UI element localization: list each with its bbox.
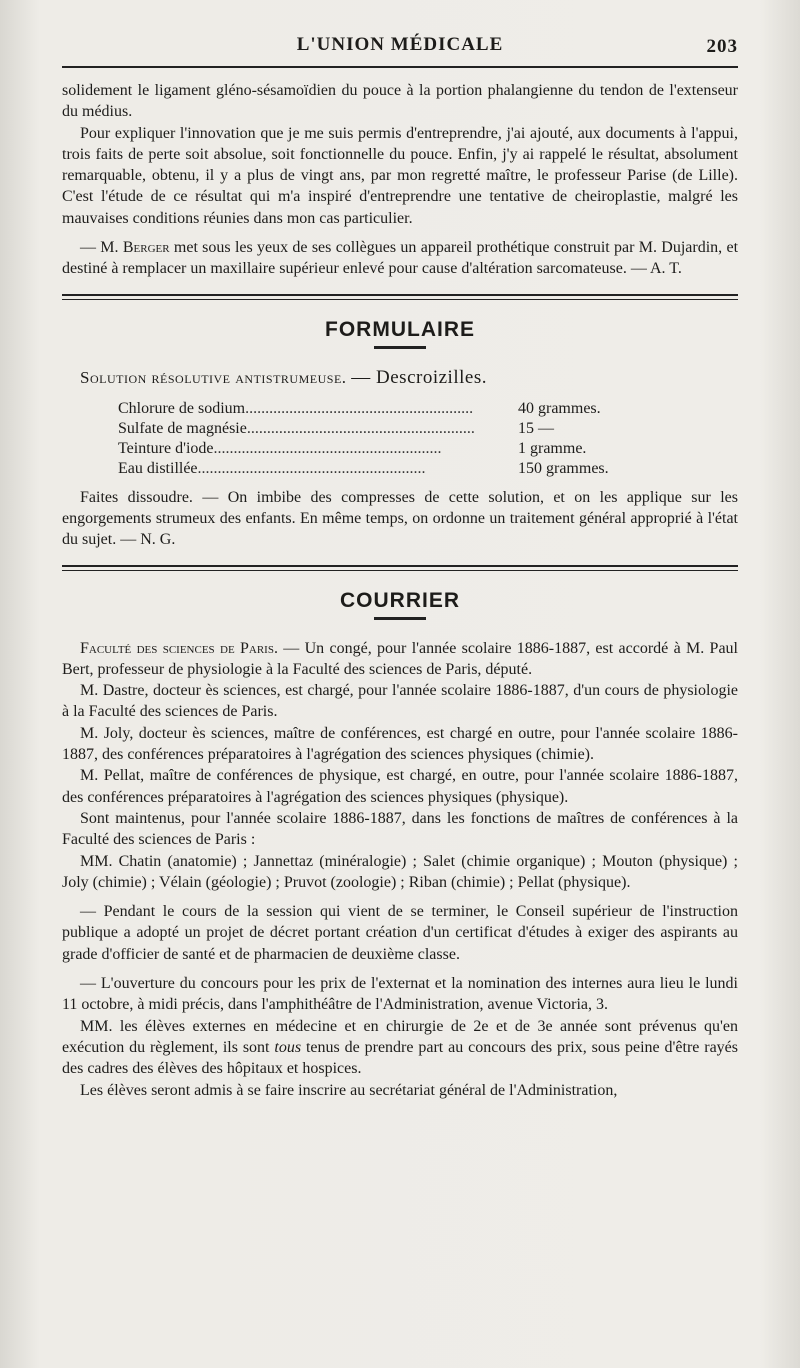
section-title-formulaire: FORMULAIRE xyxy=(325,317,475,341)
paragraph: solidement le ligament gléno-sésamoïdien du pouce à la portion phalangienne du tendon de l'extenseur du médius. xyxy=(62,82,738,121)
journal-title: L'UNION MÉDICALE xyxy=(296,34,504,55)
ingredient-row: Teinture d'iode......................................................... 1 gramme. xyxy=(118,439,674,459)
recipe-author: — Descroizilles. xyxy=(351,366,487,388)
ingredient-row: Sulfate de magnésie......................................................... 15 — xyxy=(118,419,674,439)
person-name: Berger xyxy=(122,239,170,257)
section-divider xyxy=(62,294,738,300)
paragraph: Sont maintenus, pour l'année scolaire 1886-1887, dans les fonctions de maîtres de conférences à la Faculté des sciences de Paris : xyxy=(62,809,738,849)
ingredient-name: Sulfate de magnésie xyxy=(118,419,247,437)
paragraph xyxy=(62,237,738,280)
header-rule xyxy=(62,66,738,68)
paragraph: — L'ouverture du concours pour les prix de l'externat et la nomination des internes aura lieu le lundi 11 octobre, à midi précis, dans l'amphithéâtre de l'Administration, avenue Victoria, 3. xyxy=(62,975,738,1014)
section-label: Faculté des sciences de Paris. xyxy=(80,639,278,657)
dash-prefix: — M. xyxy=(80,239,119,257)
page-number: 203 xyxy=(706,36,738,57)
paragraph-text: met sous les yeux de ses collègues un appareil prothétique construit par M. Dujardin, et destiné à remplacer un maxillaire supérieur enlevé pour cause d'altération sarcomateuse. — A. T. xyxy=(62,239,739,278)
paragraph: M. Dastre, docteur ès sciences, est chargé, pour l'année scolaire 1886-1887, d'un cours de physiologie à la Faculté des sciences de Paris. xyxy=(62,682,738,721)
paragraph: M. Pellat, maître de conférences de physique, est chargé, en outre, pour l'année scolaire 1886-1887, des conférences préparatoires à l'agrégation des sciences physiques (physique). xyxy=(62,767,738,806)
title-underline xyxy=(374,346,426,349)
paragraph xyxy=(62,638,738,681)
paragraph: Pour expliquer l'innovation que je me suis permis d'entreprendre, j'ai ajouté, aux documents à l'appui, trois faits de perte soit absolue, soit fonctionnelle du pouce. Enfin, j'y ai rappelé le résultat, absolument remarquable, obtenu, il y a plus de vingt ans, par mon regretté maître, le professeur Parise (de Lille). C'est l'étude de ce résultat qui m'a inspiré d'entreprendre une tentative de cheiroplastie, malgré les mauvaises conditions réunies dans mon cas particulier. xyxy=(62,124,738,227)
section-divider xyxy=(62,565,738,571)
ingredient-name: Chlorure de sodium xyxy=(118,399,246,417)
recipe-title xyxy=(80,367,738,389)
section-title-courrier: COURRIER xyxy=(339,588,460,612)
paragraph-text: tenus de prendre part au concours des prix, sous peine d'être rayés des cadres des élèves des hôpitaux et hospices. xyxy=(62,1038,739,1078)
ingredient-row: Eau distillée......................................................... 150 grammes. xyxy=(118,459,674,479)
recipe-table xyxy=(118,399,674,479)
ingredient-name: Teinture d'iode xyxy=(118,439,214,457)
title-underline xyxy=(374,617,426,620)
emphasis: tous xyxy=(274,1038,302,1056)
paragraph: M. Joly, docteur ès sciences, maître de conférences, est chargé en outre, pour l'année scolaire 1886-1887, des conférences préparatoires à l'agrégation des sciences physiques (chimie). xyxy=(62,724,738,764)
ingredient-name: Eau distillée xyxy=(118,459,198,477)
paragraph: Les élèves seront admis à se faire inscrire au secrétariat général de l'Administration, xyxy=(80,1081,618,1099)
ingredient-row: Chlorure de sodium......................................................... 40 grammes. xyxy=(118,399,674,419)
paragraph: MM. Chatin (anatomie) ; Jannettaz (minéralogie) ; Salet (chimie organique) ; Mouton (physique) ; Joly (chimie) ; Vélain (géologie) ; Pruvot (zoologie) ; Riban (chimie) ; Pellat (physique). xyxy=(62,852,738,891)
paragraph: Faites dissoudre. — On imbibe des compresses de cette solution, et on les applique sur les engorgements strumeux des enfants. En même temps, on ordonne un traitement général approprié à l'état du sujet. — N. G. xyxy=(62,488,738,549)
paragraph-text: — Un congé, pour l'année scolaire 1886-1887, est accordé à M. Paul Bert, professeur de physiologie à la Faculté des sciences de Paris, député. xyxy=(62,639,739,678)
paragraph xyxy=(62,1016,738,1080)
paragraph-text: MM. les élèves externes en médecine et en chirurgie de 2e et de 3e année sont prévenus qu'en exécution du règlement, ils sont xyxy=(62,1017,738,1056)
running-header xyxy=(62,34,738,60)
paragraph: — Pendant le cours de la session qui vient de se terminer, le Conseil supérieur de l'instruction publique a adopté un projet de décret portant création d'un certificat d'études à exiger des aspirants au grade d'officier de santé et de pharmacien de deuxième classe. xyxy=(62,903,738,963)
recipe-name: Solution résolutive antistrumeuse. xyxy=(80,367,347,387)
ingredient-qty: 1 gramme. xyxy=(518,439,587,457)
ingredient-qty: 40 grammes. xyxy=(518,399,601,417)
ingredient-qty: 150 grammes. xyxy=(518,459,609,477)
ingredient-qty: 15 — xyxy=(518,419,554,437)
